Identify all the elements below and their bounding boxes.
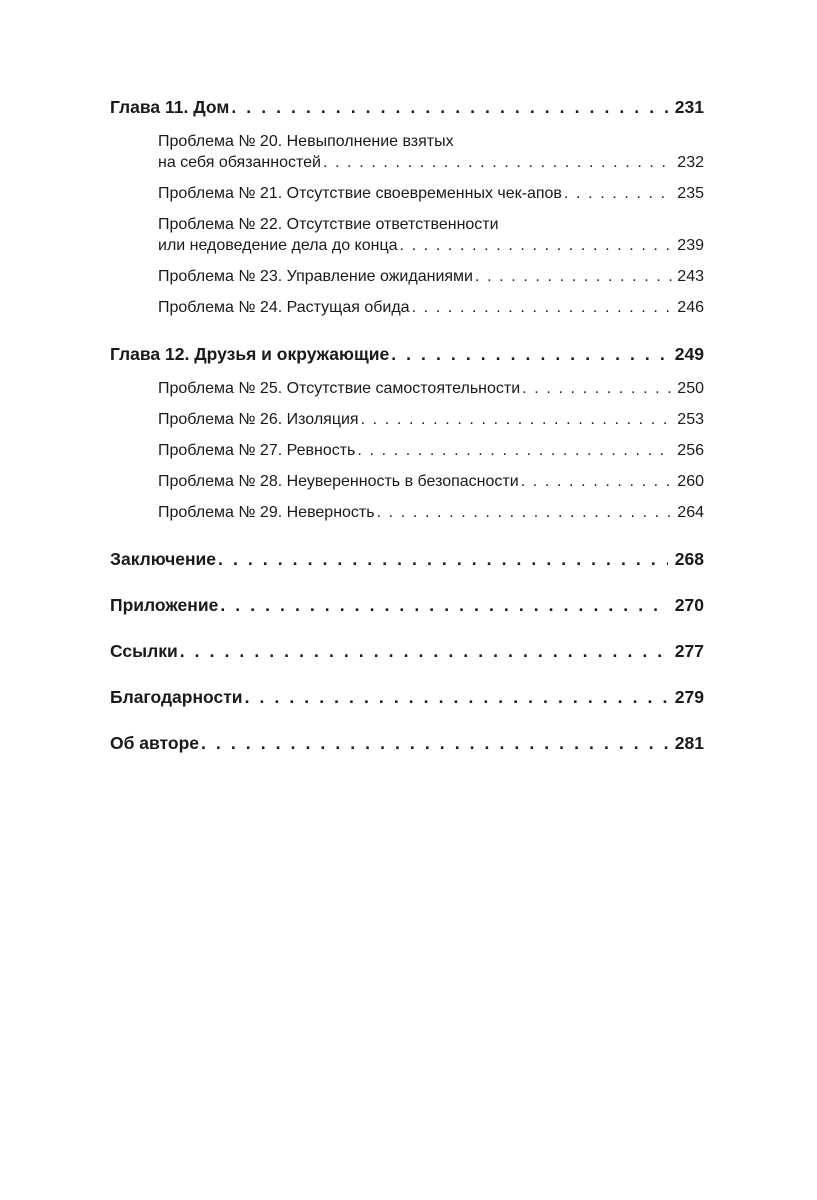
dot-leader — [522, 378, 672, 399]
table-of-contents — [110, 92, 704, 774]
toc-chapter — [110, 339, 704, 544]
dot-leader — [323, 152, 672, 173]
entry-title-line: Проблема № 20. Невыполнение взятых — [158, 133, 454, 150]
toc-entry[interactable] — [158, 214, 704, 256]
dot-leader — [564, 183, 672, 204]
toc-section-appendix[interactable] — [110, 590, 704, 620]
dot-leader — [400, 235, 672, 256]
dot-leader — [245, 682, 668, 712]
dot-leader — [361, 409, 672, 430]
toc-section-about-author[interactable] — [110, 728, 704, 758]
section-page-number: 268 — [674, 549, 704, 569]
entry-page-number: 235 — [677, 185, 704, 202]
section-page-number: 279 — [674, 687, 704, 707]
entry-page-number: 253 — [677, 411, 704, 428]
entry-page-number: 239 — [677, 237, 704, 254]
section-page-number: 281 — [674, 733, 704, 753]
chapter-title: Глава 12. Друзья и окружающие — [110, 344, 390, 364]
entry-title: Проблема № 25. Отсутствие самостоятельности — [158, 380, 521, 397]
dot-leader — [357, 440, 672, 461]
dot-leader — [412, 297, 672, 318]
problem-list — [110, 122, 704, 339]
toc-section-acknowledgements[interactable] — [110, 682, 704, 712]
dot-leader — [391, 339, 668, 369]
entry-page-number: 264 — [677, 504, 704, 521]
chapter-title: Глава 11. Дом — [110, 97, 230, 117]
entry-page-number: 246 — [677, 299, 704, 316]
chapter-heading[interactable] — [110, 92, 704, 122]
toc-entry[interactable] — [158, 409, 704, 430]
section-title: Об авторе — [110, 733, 199, 753]
entry-page-number: 256 — [677, 442, 704, 459]
toc-chapter — [110, 92, 704, 339]
section-title: Приложение — [110, 595, 219, 615]
section-title: Заключение — [110, 549, 217, 569]
toc-section-references[interactable] — [110, 636, 704, 666]
toc-entry[interactable] — [158, 502, 704, 523]
toc-entry[interactable] — [158, 297, 704, 318]
toc-entry[interactable] — [158, 183, 704, 204]
toc-entry[interactable] — [158, 471, 704, 492]
entry-title: Проблема № 26. Изоляция — [158, 411, 359, 428]
entry-title: Проблема № 29. Неверность — [158, 504, 375, 521]
entry-title-continuation: на себя обязанностей — [158, 154, 321, 171]
entry-page-number: 250 — [677, 380, 704, 397]
section-page-number: 270 — [674, 595, 704, 615]
entry-title: Проблема № 23. Управление ожиданиями — [158, 268, 473, 285]
toc-entry[interactable] — [158, 440, 704, 461]
entry-title: Проблема № 28. Неуверенность в безопасности — [158, 473, 519, 490]
entry-title-continuation: или недоведение дела до конца — [158, 237, 398, 254]
chapter-page-number: 231 — [674, 97, 704, 117]
dot-leader — [521, 471, 672, 492]
dot-leader — [201, 728, 668, 758]
dot-leader — [377, 502, 672, 523]
entry-title: Проблема № 21. Отсутствие своевременных чек-апов — [158, 185, 562, 202]
dot-leader — [220, 590, 668, 620]
entry-title: Проблема № 27. Ревность — [158, 442, 356, 459]
dot-leader — [231, 92, 668, 122]
toc-entry[interactable] — [158, 378, 704, 399]
chapter-page-number: 249 — [674, 344, 704, 364]
section-page-number: 277 — [674, 641, 704, 661]
toc-section-conclusion[interactable] — [110, 544, 704, 574]
entry-page-number: 243 — [677, 268, 704, 285]
dot-leader — [218, 544, 668, 574]
toc-entry[interactable] — [158, 266, 704, 287]
problem-list — [110, 369, 704, 544]
toc-entry[interactable] — [158, 131, 704, 173]
dot-leader — [475, 266, 672, 287]
entry-title: Проблема № 24. Растущая обида — [158, 299, 410, 316]
section-title: Благодарности — [110, 687, 243, 707]
entry-page-number: 260 — [677, 473, 704, 490]
entry-title-line: Проблема № 22. Отсутствие ответственности — [158, 216, 499, 233]
entry-page-number: 232 — [677, 154, 704, 171]
dot-leader — [180, 636, 668, 666]
chapter-heading[interactable] — [110, 339, 704, 369]
section-title: Ссылки — [110, 641, 178, 661]
